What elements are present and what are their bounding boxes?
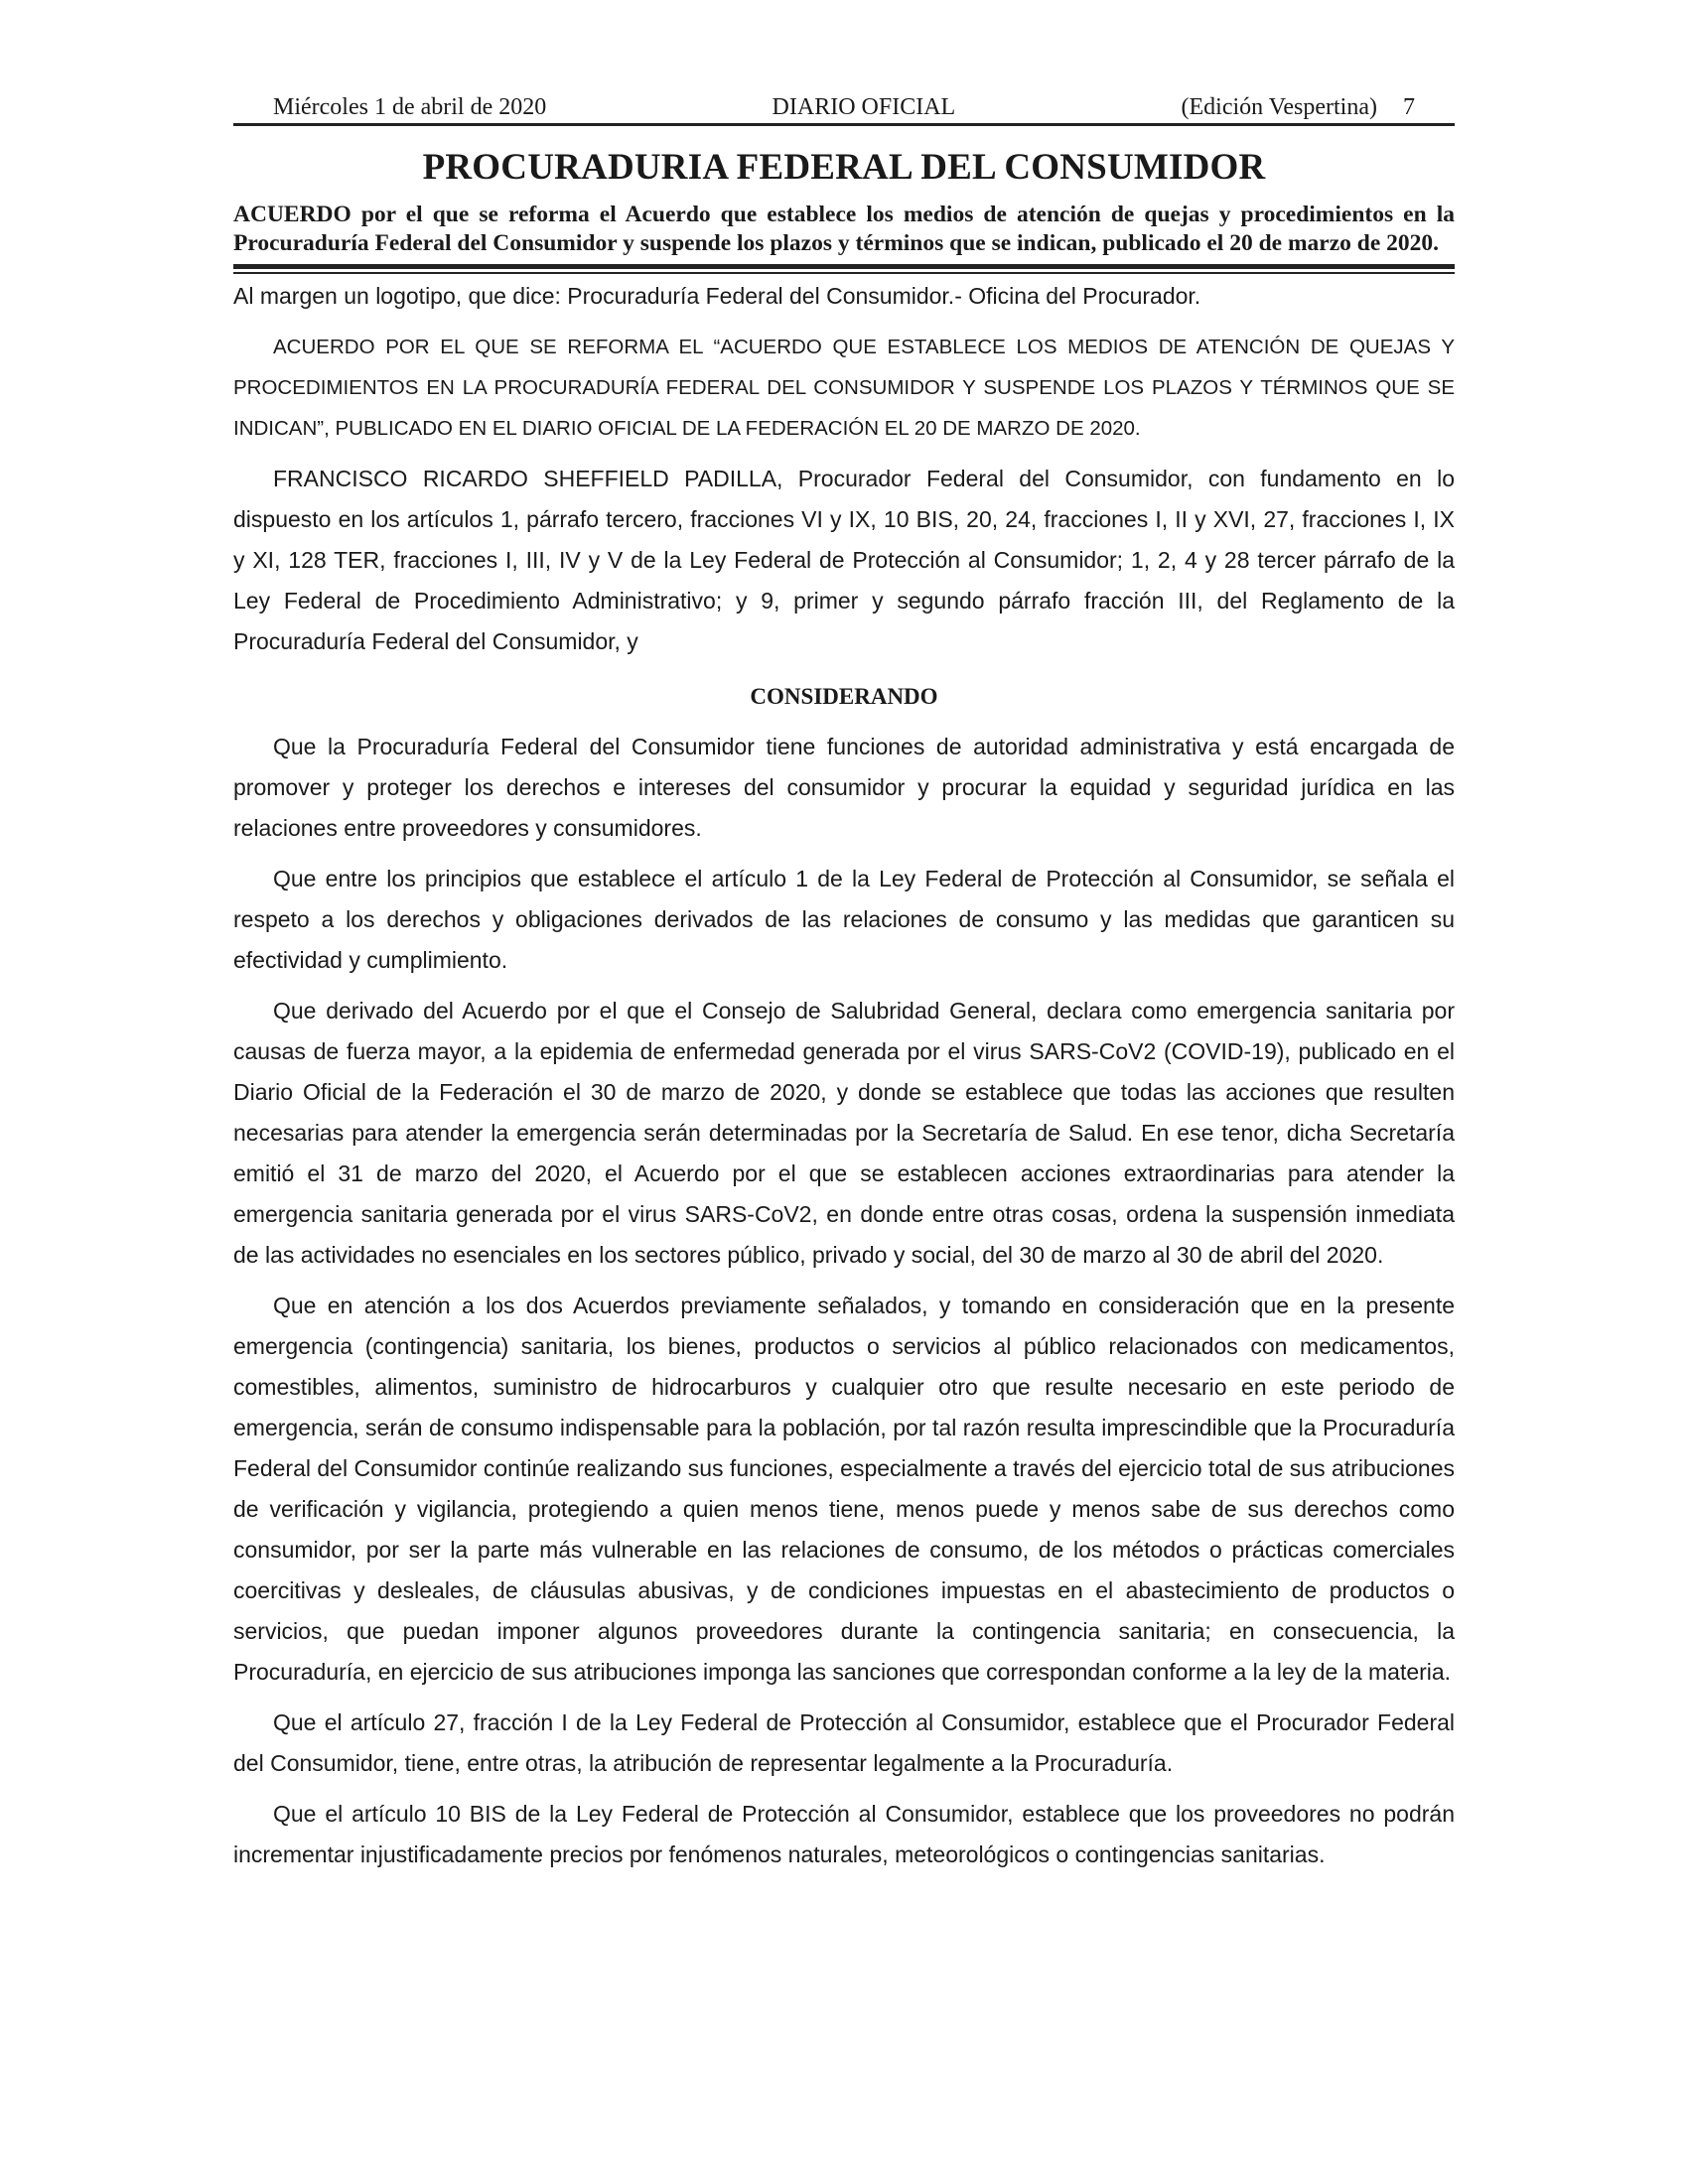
header-page-number: 7 <box>1403 94 1415 120</box>
considerando-heading: CONSIDERANDO <box>750 684 938 709</box>
section-title: PROCURADURIA FEDERAL DEL CONSUMIDOR <box>422 147 1266 188</box>
running-header <box>233 94 1455 126</box>
preamble-paragraph: FRANCISCO RICARDO SHEFFIELD PADILLA, Procurador Federal del Consumidor, con fundamento en lo dispuesto en los artículos 1, párrafo tercero, fracciones VI y IX, 10 BIS, 20, 24, fracciones I, II y XVI, 27, fracciones I, IX y XI, 128 TER, fracciones I, III, IV y V de la Ley Federal de Protección al Consumidor; 1, 2, 4 y 28 tercer párrafo de la Ley Federal de Procedimiento Administrativo; y 9, primer y segundo párrafo fracción III, del Reglamento de la Procuraduría Federal del Consumidor, y <box>233 466 1455 654</box>
header-publication: DIARIO OFICIAL <box>772 94 956 120</box>
decree-title: ACUERDO por el que se reforma el Acuerdo que establece los medios de atención de quejas y procedimientos en la Procuraduría Federal del Consumidor y suspende los plazos y términos que se indican, publicado el 20 de marzo de 2020. <box>233 202 1455 256</box>
considerando-paragraph: Que derivado del Acuerdo por el que el Consejo de Salubridad General, declara como emergencia sanitaria por causas de fuerza mayor, a la epidemia de enfermedad generada por el virus SARS-CoV2 (COVID-19), publicado en el Diario Oficial de la Federación el 30 de marzo de 2020, y donde se establece que todas las acciones que resulten necesarias para atender la emergencia serán determinadas por la Secretaría de Salud. En ese tenor, dicha Secretaría emitió el 31 de marzo del 2020, el Acuerdo por el que se establecen acciones extraordinarias para atender la emergencia sanitaria generada por el virus SARS-CoV2, en donde entre otras cosas, ordena la suspensión inmediata de las actividades no esenciales en los sectores público, privado y social, del 30 de marzo al 30 de abril del 2020. <box>233 998 1455 1268</box>
considerando-paragraph: Que el artículo 27, fracción I de la Ley Federal de Protección al Consumidor, establece que el Procurador Federal del Consumidor, tiene, entre otras, la atribución de representar legalmente a la Procuraduría. <box>233 1709 1455 1776</box>
caps-title: ACUERDO POR EL QUE SE REFORMA EL “ACUERDO QUE ESTABLECE LOS MEDIOS DE ATENCIÓN DE QUEJAS Y PROCEDIMIENTOS EN LA PROCURADURÍA FEDERAL DEL CONSUMIDOR Y SUSPENDE LOS PLAZOS Y TÉRMINOS QUE SE INDICAN”, PUBLICADO EN EL DIARIO OFICIAL DE LA FEDERACIÓN EL 20 DE MARZO DE 2020. <box>233 336 1455 440</box>
considerando-paragraph: Que el artículo 10 BIS de la Ley Federal de Protección al Consumidor, establece que los proveedores no podrán incrementar injustificadamente precios por fenómenos naturales, meteorológicos o contingencias sanitarias. <box>233 1801 1455 1867</box>
considerando-paragraph: Que la Procuraduría Federal del Consumidor tiene funciones de autoridad administrativa y está encargada de promover y proteger los derechos e intereses del consumidor y procurar la equidad y seguridad jurídica en las relaciones entre proveedores y consumidores. <box>233 734 1455 841</box>
header-date: Miércoles 1 de abril de 2020 <box>273 94 547 120</box>
header-right-group <box>1182 94 1416 121</box>
double-rule-divider <box>233 264 1455 274</box>
margin-note: Al margen un logotipo, que dice: Procuraduría Federal del Consumidor.- Oficina del Procurador. <box>233 283 1201 309</box>
considerando-paragraph: Que en atención a los dos Acuerdos previamente señalados, y tomando en consideración que en la presente emergencia (contingencia) sanitaria, los bienes, productos o servicios al público relacionados con medicamentos, comestibles, alimentos, suministro de hidrocarburos y cualquier otro que resulte necesario en este periodo de emergencia, serán de consumo indispensable para la población, por tal razón resulta imprescindible que la Procuraduría Federal del Consumidor continúe realizando sus funciones, especialmente a través del ejercicio total de sus atribuciones de verificación y vigilancia, protegiendo a quien menos tiene, menos puede y menos sabe de sus derechos como consumidor, por ser la parte más vulnerable en las relaciones de consumo, de los métodos o prácticas comerciales coercitivas y desleales, de cláusulas abusivas, y de condiciones impuestas en el abastecimiento de productos o servicios, que puedan imponer algunos proveedores durante la contingencia sanitaria; en consecuencia, la Procuraduría, en ejercicio de sus atribuciones imponga las sanciones que correspondan conforme a la ley de la materia. <box>233 1293 1455 1685</box>
header-edition: (Edición Vespertina) <box>1181 94 1377 120</box>
considerando-paragraph: Que entre los principios que establece el artículo 1 de la Ley Federal de Protección al Consumidor, se señala el respeto a los derechos y obligaciones derivados de las relaciones de consumo y las medidas que garanticen su efectividad y cumplimiento. <box>233 866 1455 973</box>
document-page <box>233 94 1455 1875</box>
